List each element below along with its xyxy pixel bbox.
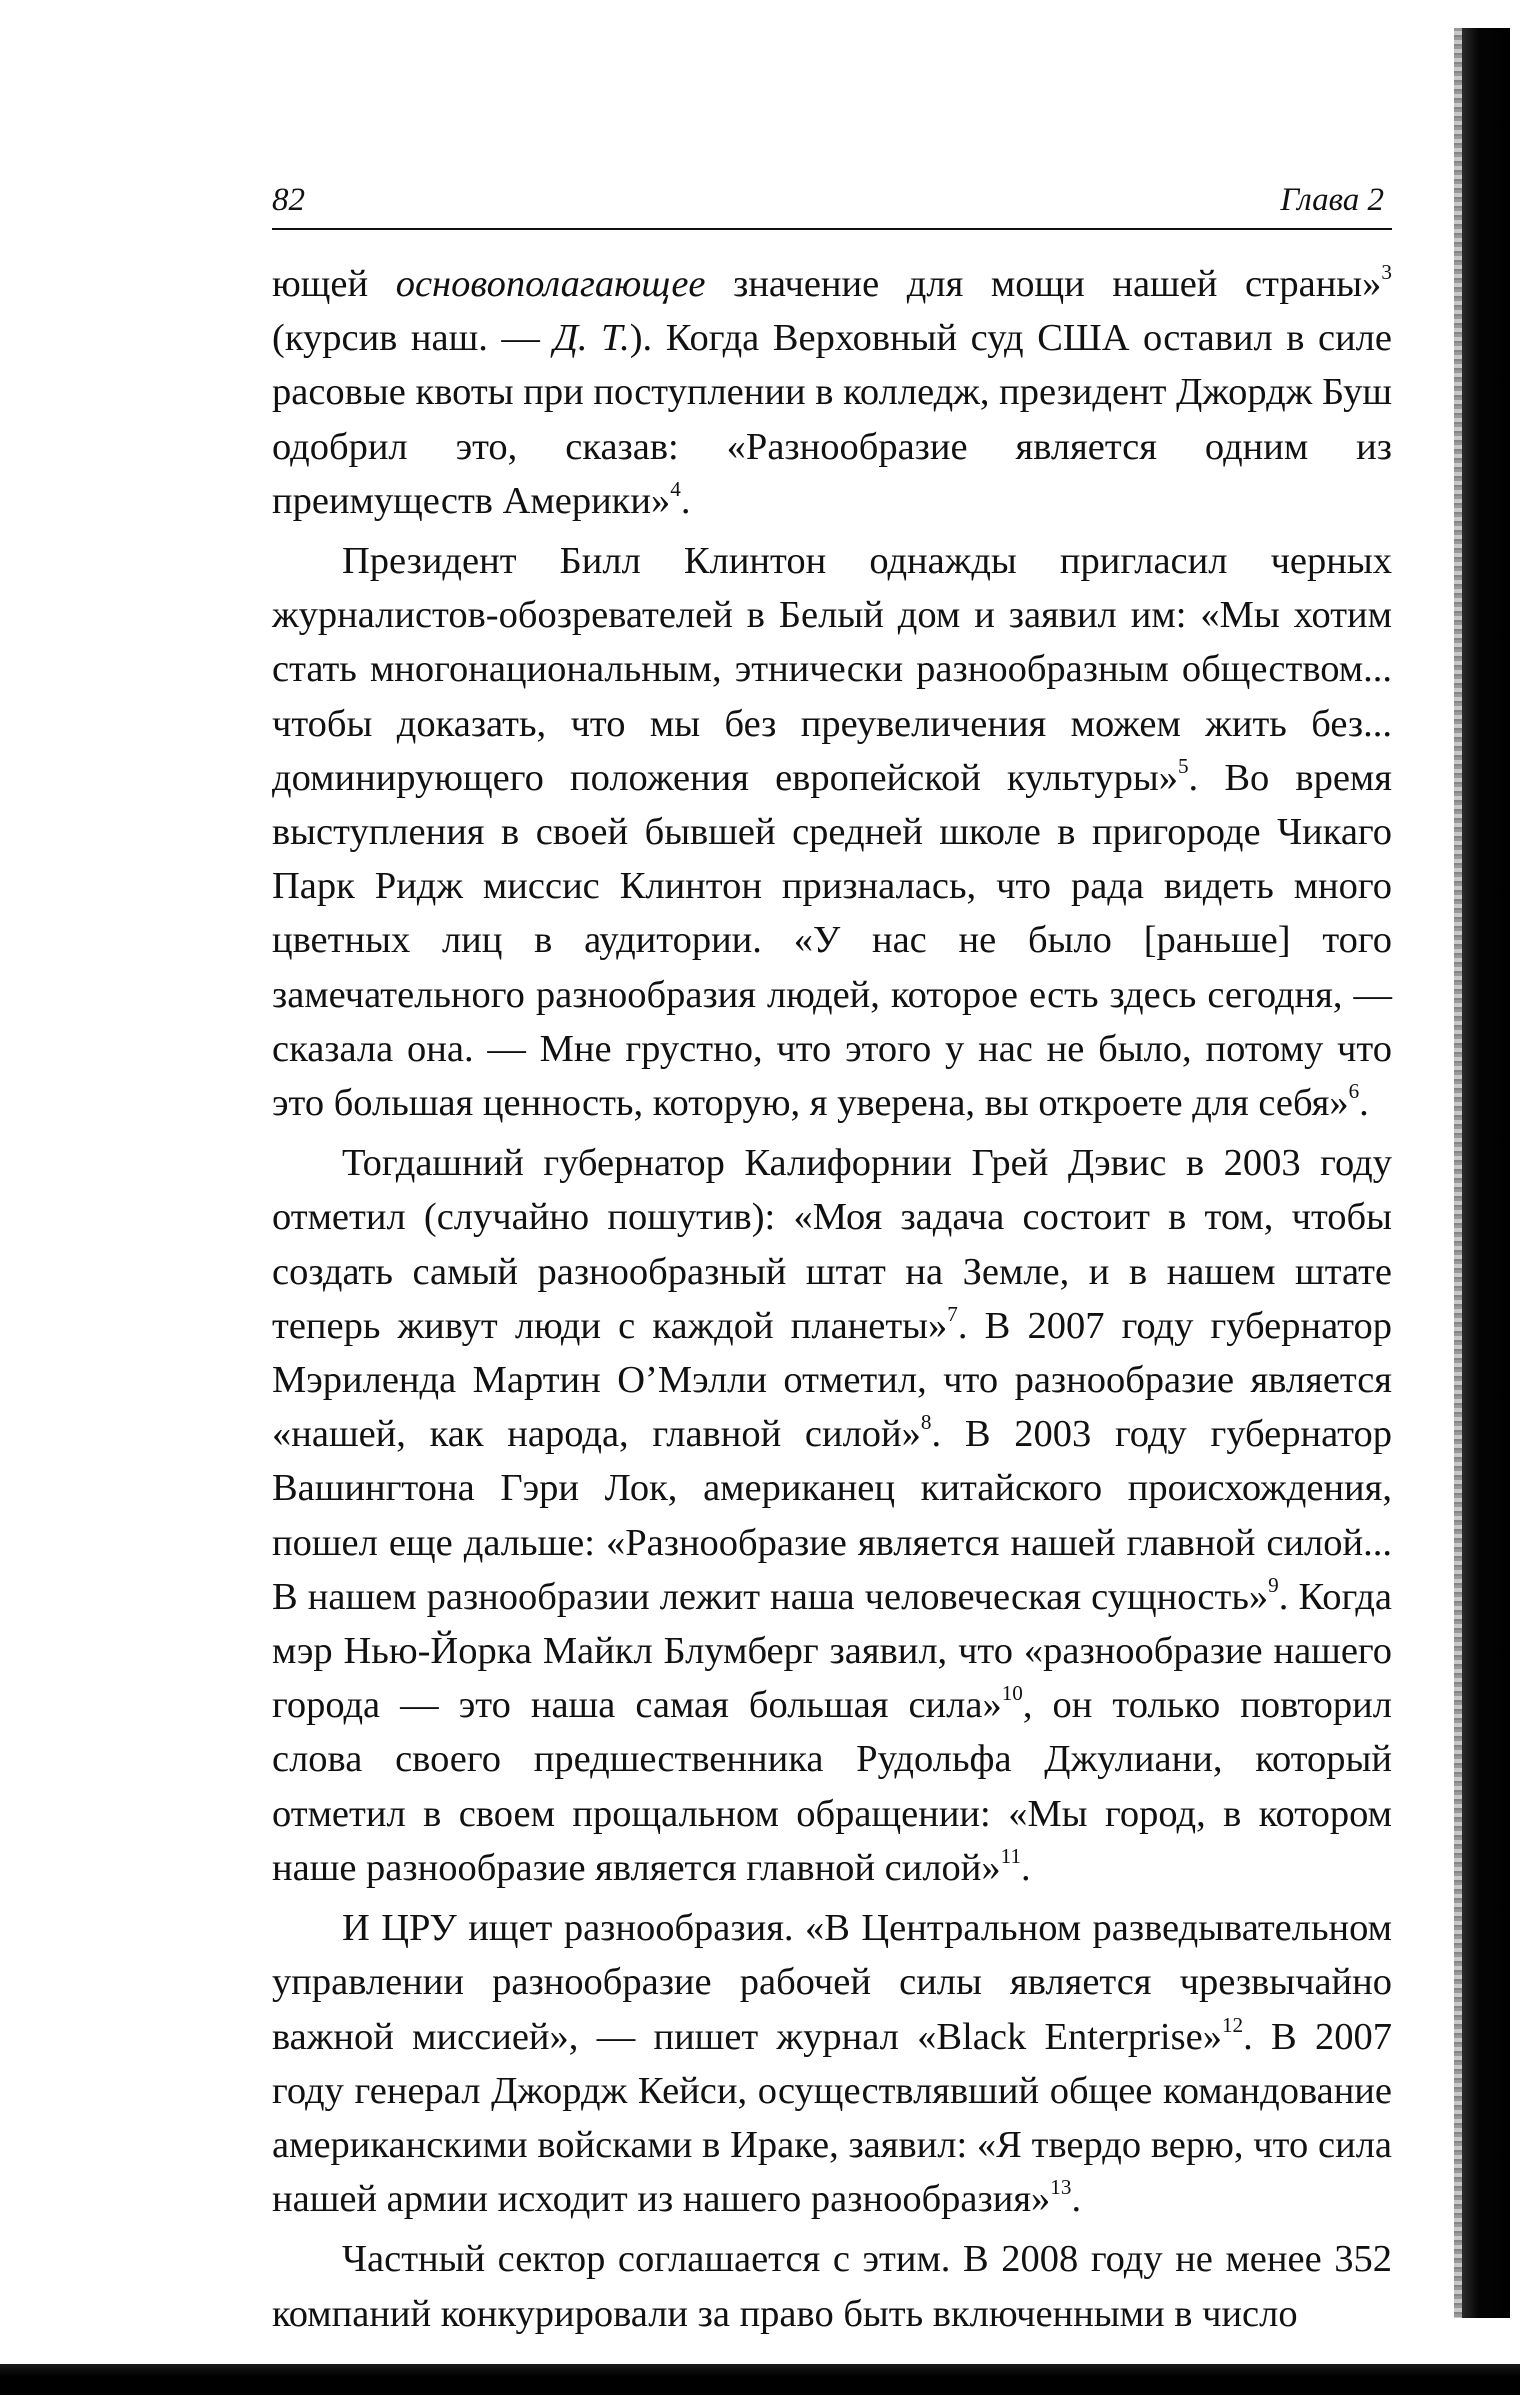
text-run: Тогдашний губернатор Калифорнии Грей Дэвис в 2003 году отметил (случайно пошутив): «Моя задача состоит в том, чтобы создать самый разнообразный штат на Земле, и в нашем штате теперь живут люди с каждой планеты» xyxy=(272,1142,1392,1347)
text-run: , он только повторил слова своего предшественника Рудольфа Джулиани, который отметил в своем прощальном обращении: «Мы город, в котором наше разнообразие является главной силой» xyxy=(272,1684,1392,1889)
italic-text: основополагающее xyxy=(395,263,706,305)
footnote-ref: 4 xyxy=(670,476,681,501)
footnote-ref: 7 xyxy=(947,1301,958,1326)
text-run: . В 2007 году губернатор Мэриленда Мартин О’Мэлли отметил, что разнообразие является «нашей, как народа, главной силой» xyxy=(272,1304,1392,1456)
text-run: . Когда мэр Нью-Йорка Майкл Блумберг заявил, что «разнообразие нашего города — это наша самая большая сила» xyxy=(272,1575,1393,1727)
running-header xyxy=(272,178,1392,230)
paragraph xyxy=(272,534,1392,1130)
text-run: И ЦРУ ищет разнообразия. «В Центральном разведывательном управлении разнообразие рабочей силы является чрезвычайно важной миссией», — пишет журнал «Black Enterprise» xyxy=(272,1907,1392,2058)
footnote-ref: 13 xyxy=(1050,2175,1072,2200)
text-run: (курсив наш. — xyxy=(272,317,554,360)
footnote-ref: 5 xyxy=(1177,753,1189,778)
footnote-ref: 10 xyxy=(1001,1681,1023,1706)
footnote-ref: 9 xyxy=(1268,1572,1279,1597)
footnote-ref: 3 xyxy=(1381,260,1392,284)
footnote-ref: 8 xyxy=(920,1410,932,1435)
footnote-ref: 12 xyxy=(1221,2012,1244,2037)
text-run: Президент Билл Клинтон однажды пригласил черных журналистов-обозревателей в Белый дом и заявил им: «Мы хотим стать многонациональным, этнически разнообразным обществом... чтобы доказать, что мы без преувеличения можем жить без... доминирующего положения европейской культуры» xyxy=(272,540,1392,799)
chapter-title: Глава 2 xyxy=(1280,182,1384,218)
text-run: . Во время выступления в своей бывшей средней школе в пригороде Чикаго Парк Ридж миссис Клинтон призналась, что рада видеть много цветных лиц в аудитории. «У нас не было [раньше] того замечательного разнообразия людей, которое есть здесь сегодня, — сказала она. — Мне грустно, что этого у нас не было, потому что это большая ценность, которую, я уверена, вы откроете для себя» xyxy=(272,756,1392,1125)
paragraph xyxy=(272,2232,1392,2340)
text-run: . xyxy=(680,479,691,522)
paragraph xyxy=(272,1901,1392,2226)
text-run: . В 2003 году губернатор Вашингтона Гэри Лок, американец китайского происхождения, пошел еще дальше: «Разнообразие является нашей главной силой... В нашем разнообразии лежит наша человеческая сущность» xyxy=(272,1413,1392,1618)
footnote-ref: 11 xyxy=(1000,1843,1022,1868)
text-run: . xyxy=(1359,1082,1369,1125)
scan-edge-bottom xyxy=(0,2364,1520,2395)
text-run: ). Когда Верховный суд США оставил в силе расовые квоты при поступлении в колледж, президент Джордж Буш одобрил это, сказав: «Разнообразие является одним из преимуществ Америки» xyxy=(272,317,1392,522)
paragraph xyxy=(272,1136,1392,1895)
text-run: Частный сектор соглашается с этим. В 2008 году не менее 352 компаний конкурировали за право быть включенными в число xyxy=(272,2238,1392,2335)
text-run: . xyxy=(1021,1846,1031,1889)
footnote-ref: 6 xyxy=(1348,1079,1360,1104)
page-number: 82 xyxy=(272,182,305,218)
text-run: значение для мощи нашей страны» xyxy=(705,263,1382,305)
italic-text: Д. Т. xyxy=(553,317,630,360)
scan-edge-right xyxy=(1462,28,1510,2318)
body-text xyxy=(272,257,1392,2347)
paragraph xyxy=(272,257,1392,528)
text-run: . В 2007 году генерал Джордж Кейси, осуществлявший общее командование американскими войсками в Ираке, заявил: «Я твердо верю, что сила нашей армии исходит из нашего разнообразия» xyxy=(272,2015,1392,2221)
text-run: ющей xyxy=(272,263,396,305)
text-run: . xyxy=(1071,2178,1082,2221)
